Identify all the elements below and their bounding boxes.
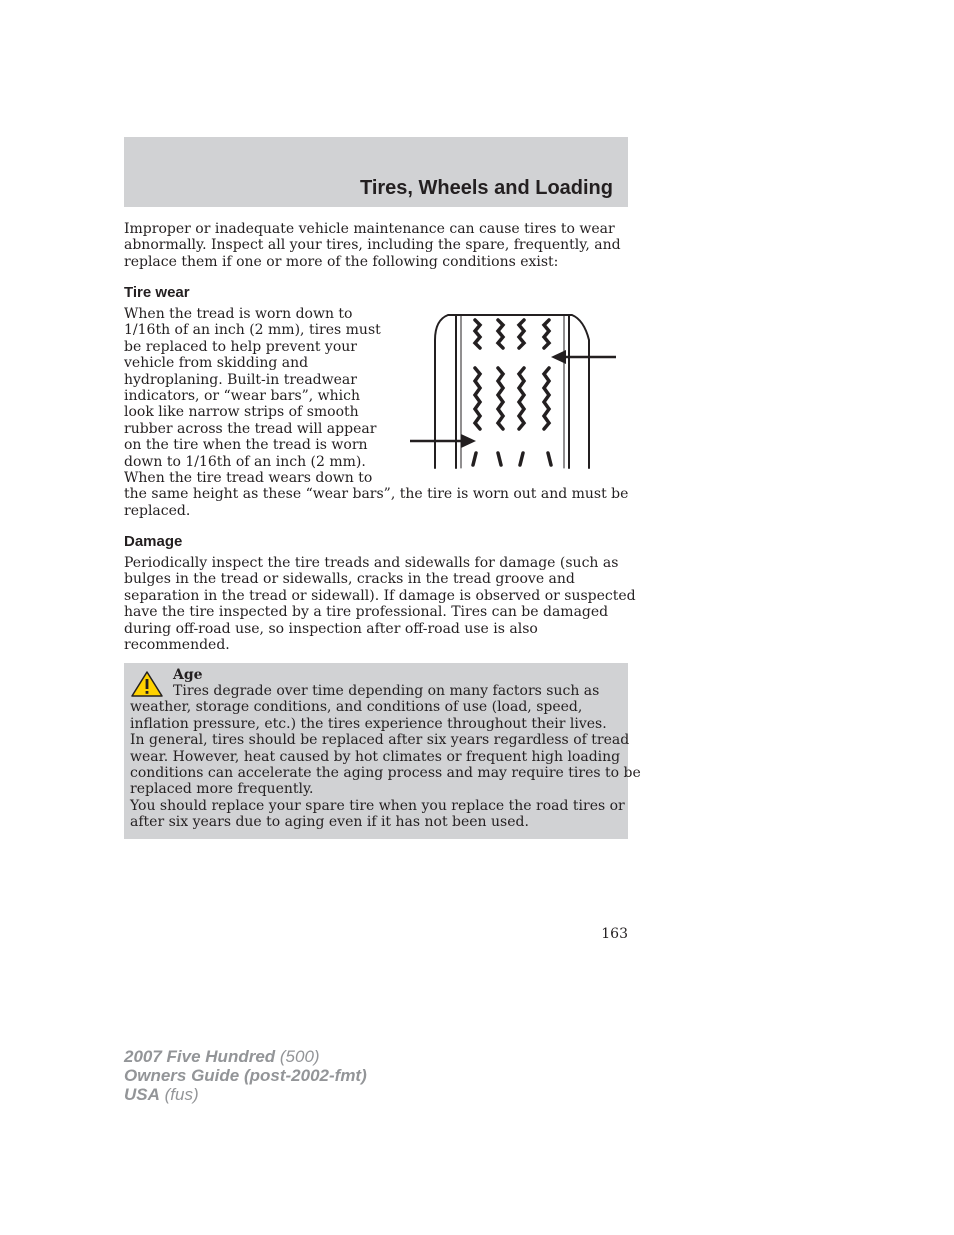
tire-wear-line: 1/16th of an inch (2 mm), tires must bbox=[124, 322, 381, 339]
tread-pattern-bottom bbox=[473, 453, 551, 465]
footer-market-code: (fus) bbox=[159, 1085, 199, 1104]
tire-wear-line: replaced. bbox=[124, 502, 191, 519]
document-footer bbox=[124, 1047, 367, 1104]
page-number: 163 bbox=[601, 926, 628, 942]
section-header-bar bbox=[124, 137, 628, 207]
tire-wear-line: down to 1/16th of an inch (2 mm). bbox=[124, 453, 366, 470]
footer-model-code: (500) bbox=[275, 1047, 320, 1066]
footer-guide-name: Owners Guide (post-2002-fmt) bbox=[124, 1066, 367, 1085]
tread-pattern-middle bbox=[475, 368, 549, 429]
warning-line: after six years due to aging even if it has not been used. bbox=[130, 814, 529, 831]
tire-wear-line: When the tread is worn down to bbox=[124, 306, 353, 322]
damage-line: separation in the tread or sidewall). If damage is observed or suspected bbox=[124, 587, 636, 604]
warning-line: conditions can accelerate the aging process and may require tires to be bbox=[130, 765, 641, 782]
damage-heading: Damage bbox=[124, 533, 183, 550]
damage-line: recommended. bbox=[124, 637, 230, 654]
tire-wear-line: indicators, or “wear bars”, which bbox=[124, 388, 361, 405]
intro-line: Improper or inadequate vehicle maintenance can cause tires to wear bbox=[124, 221, 615, 237]
wear-bar-arrow-right bbox=[551, 350, 616, 364]
intro-line: replace them if one or more of the following conditions exist: bbox=[124, 253, 559, 270]
damage-line: during off-road use, so inspection after off-road use is also bbox=[124, 620, 538, 637]
warning-line: weather, storage conditions, and conditions of use (load, speed, bbox=[130, 699, 583, 716]
tire-tread-wear-bar-illustration bbox=[406, 310, 620, 470]
footer-line-model bbox=[124, 1047, 367, 1066]
footer-line-market bbox=[124, 1085, 367, 1104]
tire-wear-line: on the tire when the tread is worn bbox=[124, 437, 368, 454]
tire-wear-line: the same height as these “wear bars”, the tire is worn out and must be bbox=[124, 486, 629, 503]
warning-line: You should replace your spare tire when you replace the road tires or bbox=[130, 797, 625, 814]
warning-line: inflation pressure, etc.) the tires experience throughout their lives. bbox=[130, 715, 607, 732]
warning-body bbox=[130, 683, 641, 831]
damage-line: have the tire inspected by a tire professional. Tires can be damaged bbox=[124, 604, 609, 621]
wear-bar-arrow-left bbox=[410, 434, 476, 448]
section-title: Tires, Wheels and Loading bbox=[359, 177, 613, 199]
warning-line: Tires degrade over time depending on many factors such as bbox=[173, 683, 600, 699]
tread-pattern-top bbox=[475, 320, 549, 348]
age-warning-box bbox=[124, 663, 641, 839]
warning-line: In general, tires should be replaced after six years regardless of tread bbox=[130, 732, 630, 749]
tire-wear-heading: Tire wear bbox=[124, 284, 190, 301]
tire-wear-line: be replaced to help prevent your bbox=[124, 338, 357, 355]
footer-line-guide bbox=[124, 1066, 367, 1085]
tire-outline bbox=[435, 315, 589, 468]
damage-line: Periodically inspect the tire treads and sidewalls for damage (such as bbox=[124, 555, 619, 571]
damage-line: bulges in the tread or sidewalls, cracks in the tread groove and bbox=[124, 571, 575, 588]
intro-paragraph bbox=[124, 221, 621, 270]
tire-wear-line: rubber across the tread will appear bbox=[124, 420, 377, 437]
tire-wear-line: vehicle from skidding and bbox=[124, 355, 309, 372]
tire-wear-line: hydroplaning. Built-in treadwear bbox=[124, 371, 357, 388]
warning-title: Age bbox=[173, 667, 203, 683]
damage-paragraph bbox=[124, 555, 636, 653]
footer-market-name: USA bbox=[124, 1085, 160, 1104]
tire-wear-line: look like narrow strips of smooth bbox=[124, 404, 359, 421]
tire-wear-line: When the tire tread wears down to bbox=[124, 470, 373, 487]
footer-model-name: 2007 Five Hundred bbox=[124, 1047, 276, 1066]
warning-line: wear. However, heat caused by hot climates or frequent high loading bbox=[130, 748, 621, 765]
warning-line: replaced more frequently. bbox=[130, 781, 314, 798]
intro-line: abnormally. Inspect all your tires, including the spare, frequently, and bbox=[124, 237, 621, 254]
